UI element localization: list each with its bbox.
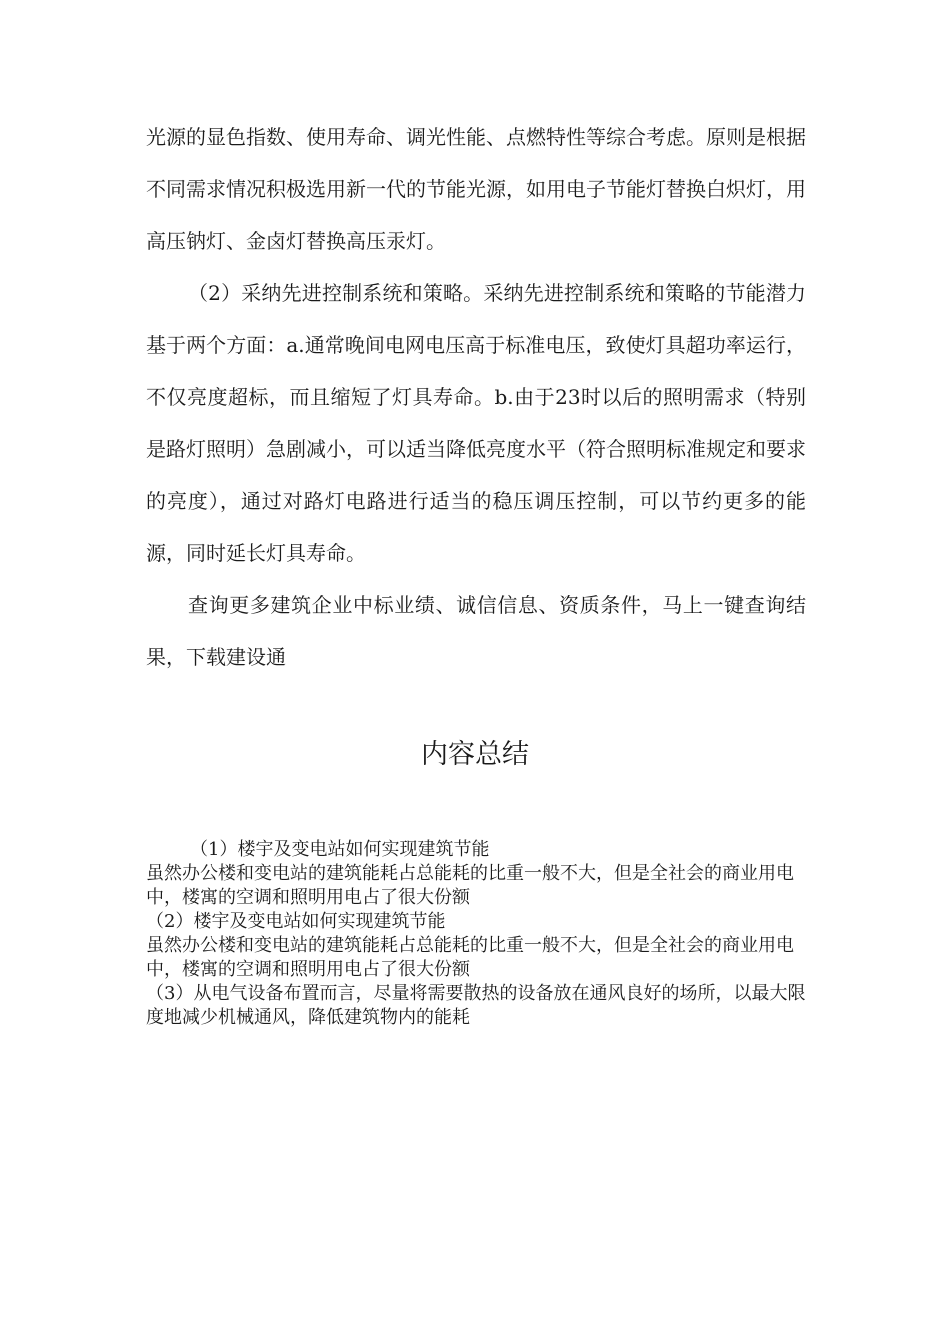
body-paragraph: 光源的显色指数、使用寿命、调光性能、点燃特性等综合考虑。原则是根据不同需求情况积极选用新一代的节能光源，如用电子节能灯替换白炽灯，用高压钠灯、金卤灯替换高压汞灯。 — [146, 125, 806, 253]
body-paragraph: （2）采纳先进控制系统和策略。采纳先进控制系统和策略的节能潜力基于两个方面：a.通常晚间电网电压高于标准电压，致使灯具超功率运行，不仅亮度超标，而且缩短了灯具寿命。b.由于23时以后的照明需求（特别是路灯照明）急剧减小，可以适当降低亮度水平（符合照明标准规定和要求的亮度），通过对路灯电路进行适当的稳压调压控制，可以节约更多的能源，同时延长灯具寿命。 — [146, 281, 806, 565]
body-paragraph: 查询更多建筑企业中标业绩、诚信信息、资质条件，马上一键查询结果，下载建设通 — [146, 593, 806, 669]
summary-item: 虽然办公楼和变电站的建筑能耗占总能耗的比重一般不大，但是全社会的商业用电中，楼寓的空调和照明用电占了很大份额 — [146, 863, 794, 908]
summary-block — [146, 838, 806, 1030]
body-paragraph-1-container — [146, 111, 806, 267]
summary-title: 内容总结 — [421, 739, 529, 770]
summary-item: （3）从电气设备布置而言，尽量将需要散热的设备放在通风良好的场所，以最大限度地减少机械通风，降低建筑物内的能耗 — [146, 983, 806, 1028]
summary-item: 虽然办公楼和变电站的建筑能耗占总能耗的比重一般不大，但是全社会的商业用电中，楼寓的空调和照明用电占了很大份额 — [146, 935, 794, 980]
summary-item: （1）楼宇及变电站如何实现建筑节能 — [190, 839, 490, 860]
body-paragraph-3-container — [146, 579, 806, 683]
summary-item: （2）楼宇及变电站如何实现建筑节能 — [146, 911, 446, 932]
body-paragraph-2-container — [146, 267, 806, 579]
